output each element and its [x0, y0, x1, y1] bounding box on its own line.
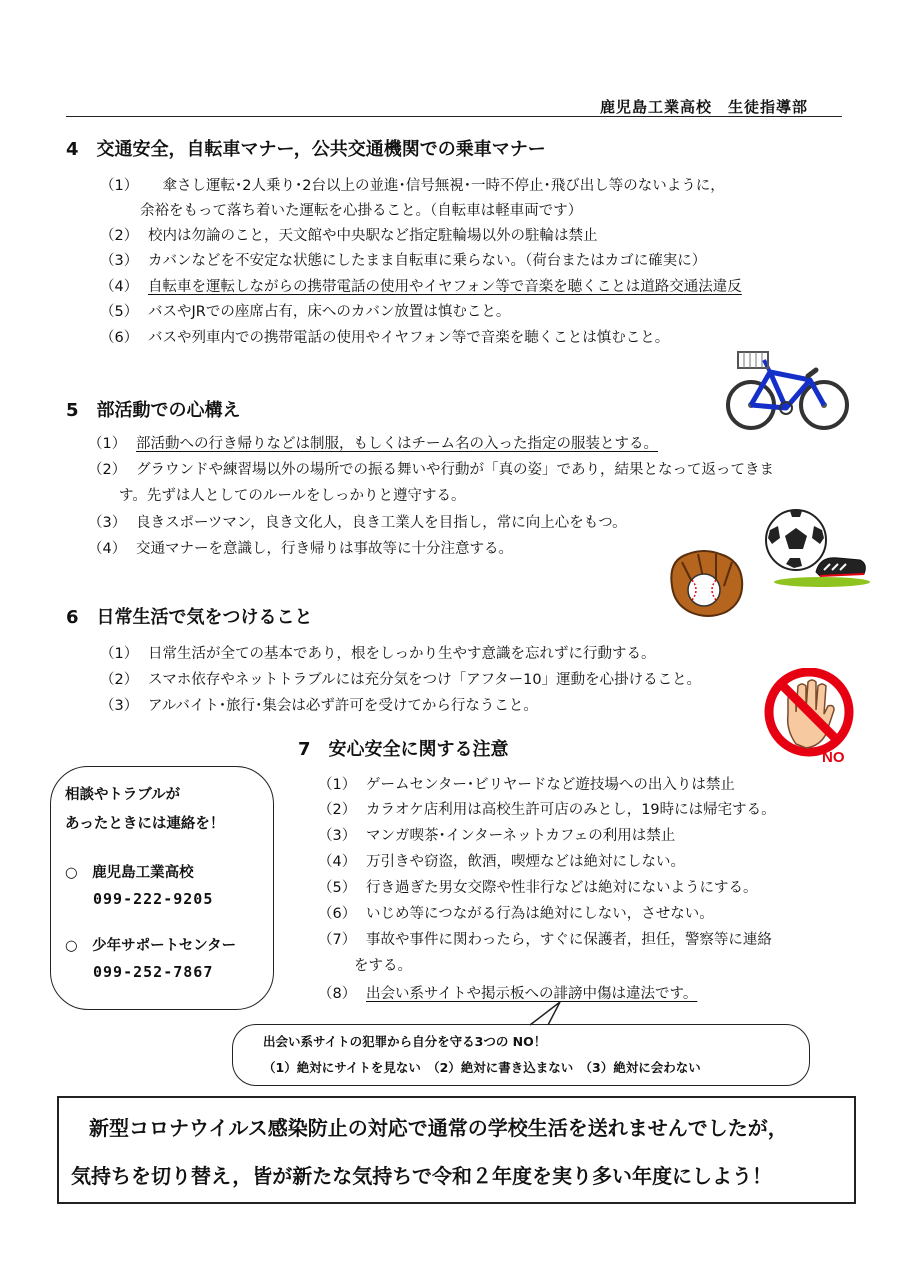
contact-box: [50, 766, 274, 1010]
list-item: （1） 日常生活が全ての基本であり，根をしっかり生やす意識を忘れずに行動する。: [100, 646, 656, 662]
contact-org-2: ○ 少年サポートセンター: [65, 938, 237, 954]
list-item: （6） いじめ等につながる行為は絶対にしない，させない。: [318, 906, 714, 922]
section-7-title: 7 安心安全に関する注意: [298, 739, 509, 760]
closing-line-2: 気持ちを切り替え，皆が新たな気持ちで令和２年度を実り多い年度にしよう！: [71, 1164, 772, 1188]
list-item-continuation: 余裕をもって落ち着いた運転を心掛ること。（自転車は軽車両です）: [140, 203, 583, 219]
soccer-ball-icon: [760, 504, 870, 588]
list-item: （4） 自転車を運転しながらの携帯電話の使用やイヤフォン等で音楽を聴くことは道路交通法違反: [100, 279, 742, 295]
contact-org-1: ○ 鹿児島工業高校: [65, 865, 194, 881]
list-item: （3） アルバイト･旅行･集会は必ず許可を受けてから行なうこと。: [100, 698, 538, 714]
list-item: （1） 部活動への行き帰りなどは制服，もしくはチーム名の入った指定の服装とする。: [88, 436, 658, 452]
list-item: （5） 行き過ぎた男女交際や性非行などは絶対にないようにする。: [318, 880, 758, 896]
bicycle-icon: [724, 350, 852, 432]
list-item: （8） 出会い系サイトや掲示板への誹謗中傷は違法です。: [318, 986, 698, 1002]
list-item: （6） バスや列車内での携帯電話の使用やイヤフォン等で音楽を聴くことは慎むこと。: [100, 330, 670, 346]
baseball-glove-icon: [664, 546, 748, 620]
section-5-title: 5 部活動での心構え: [66, 400, 241, 421]
list-item: （1） ゲームセンター･ビリヤードなど遊技場への出入りは禁止: [318, 777, 735, 793]
closing-message-box: [57, 1096, 856, 1204]
list-item: （3） マンガ喫茶･インターネットカフェの利用は禁止: [318, 828, 676, 844]
list-item: （1） 傘さし運転･2人乗り･2台以上の並進･信号無視･一時不停止･飛び出し等のないように，: [100, 178, 725, 194]
section-6-title: 6 日常生活で気をつけること: [66, 607, 313, 628]
no-hand-icon: [762, 668, 862, 768]
header-rule: [66, 116, 842, 117]
list-item: （2） カラオケ店利用は高校生許可店のみとし，19時には帰宅する。: [318, 802, 776, 818]
section-4-title: 4 交通安全，自転車マナー，公共交通機関での乗車マナー: [66, 139, 546, 160]
closing-line-1: 新型コロナウイルス感染防止の対応で通常の学校生活を送れませんでしたが，: [89, 1116, 788, 1140]
list-item: （4） 万引きや窃盗，飲酒，喫煙などは絶対にしない。: [318, 854, 685, 870]
bubble-rules: （1）絶対にサイトを見ない （2）絶対に書き込まない （3）絶対に会わない: [263, 1060, 701, 1075]
list-item: （2） スマホ依存やネットトラブルには充分気をつけ「アフター10」運動を心掛けること。: [100, 672, 702, 688]
list-item-continuation: をする。: [354, 958, 412, 974]
contact-phone-2: 099-252-7867: [93, 963, 214, 981]
contact-line-2: あったときには連絡を！: [65, 816, 225, 832]
contact-line-1: 相談やトラブルが: [65, 787, 181, 803]
bubble-title: 出会い系サイトの犯罪から自分を守る3つの NO！: [263, 1034, 547, 1049]
contact-phone-1: 099-222-9205: [93, 890, 214, 908]
list-item: （2） グラウンドや練習場以外の場所での振る舞いや行動が「真の姿」であり，結果となって返ってきま: [88, 462, 774, 478]
list-item: （3） カバンなどを不安定な状態にしたまま自転車に乗らない。（荷台またはカゴに確実に）: [100, 253, 707, 269]
school-department-header: 鹿児島工業高校 生徒指導部: [600, 98, 809, 116]
list-item-continuation: す。先ずは人としてのルールをしっかりと遵守する。: [119, 488, 466, 504]
no-label: NO: [822, 749, 845, 766]
list-item: （5） バスやJRでの座席占有，床へのカバン放置は慎むこと。: [100, 304, 511, 320]
list-item: （3） 良きスポーツマン，良き文化人，良き工業人を目指し，常に向上心をもつ。: [88, 515, 627, 531]
list-item: （2） 校内は勿論のこと，天文館や中央駅など指定駐輪場以外の駐輪は禁止: [100, 228, 598, 244]
list-item: （4） 交通マナーを意識し，行き帰りは事故等に十分注意する。: [88, 541, 513, 557]
list-item: （7） 事故や事件に関わったら，すぐに保護者，担任，警察等に連絡: [318, 932, 772, 948]
safety-bubble: [232, 1024, 810, 1086]
